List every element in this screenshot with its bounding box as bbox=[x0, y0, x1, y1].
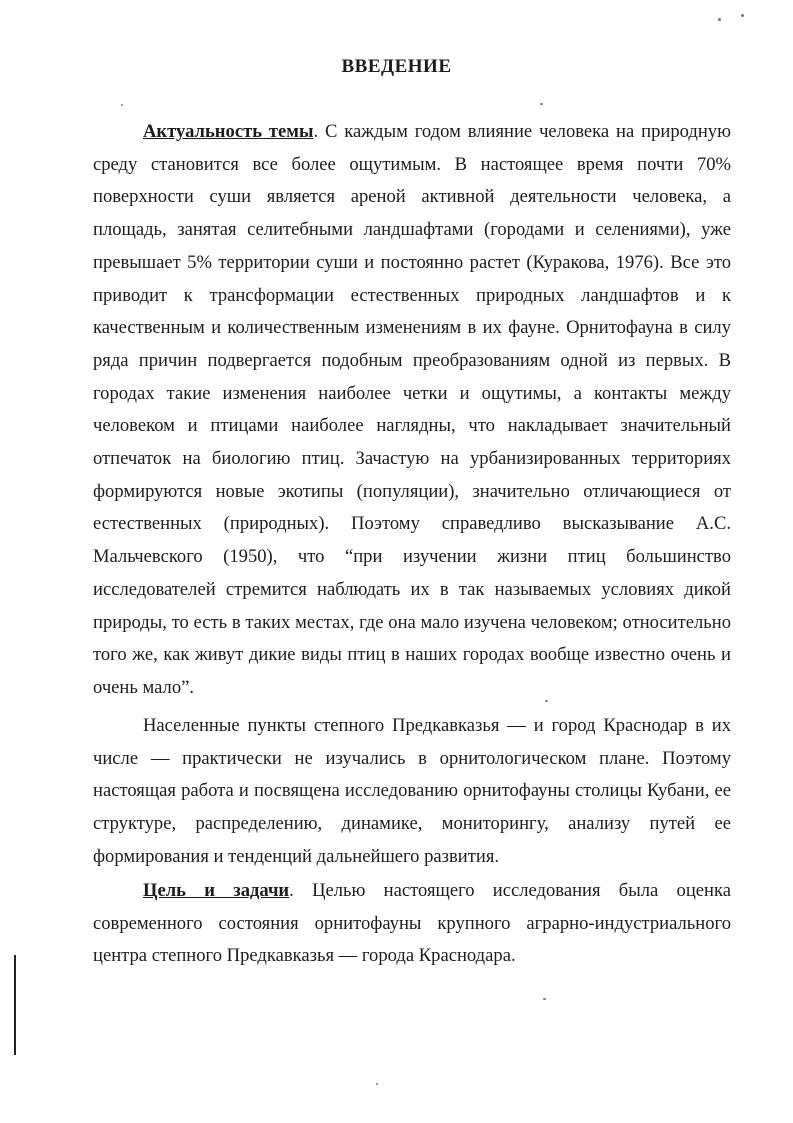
scan-speck bbox=[741, 14, 744, 17]
paragraph-goals bbox=[93, 875, 731, 973]
scan-speck bbox=[376, 1083, 378, 1085]
section-lead-relevance: Актуальность темы bbox=[143, 121, 314, 142]
section-lead-goals: Цель и задачи bbox=[143, 880, 290, 901]
scan-speck bbox=[545, 700, 548, 702]
scan-speck bbox=[121, 104, 123, 106]
paragraph-text: . Целью настоящего исследования была оценка современного состояния орнитофауны крупного аграрно-индустриального центра степного Предкавказья — города Краснодара. bbox=[93, 880, 731, 967]
paragraph-study-area bbox=[93, 710, 731, 874]
scan-margin-line bbox=[14, 955, 16, 1055]
page-title: ВВЕДЕНИЕ bbox=[341, 56, 452, 77]
scan-speck bbox=[718, 18, 721, 21]
paragraph-relevance bbox=[93, 116, 731, 705]
paragraph-text: . С каждым годом влияние человека на природную среду становится все более ощутимым. В настоящее время почти 70% поверхности суши является ареной активной деятельности человека, а площадь, занятая селитебными ландшафтами (городами и селениями), уже превышает 5% территории суши и постоянно растет (Куракова, 1976). Все это приводит к трансформации естественных природных ландшафтов и к качественным и количественным изменениям в их фауне. Орнитофауна в силу ряда причин подвергается подобным преобразованиям одной из первых. В городах такие изменения наиболее четки и ощутимы, а контакты между человеком и птицами наиболее наглядны, что накладывает значительный отпечаток на биологию птиц. Зачастую на урбанизированных территориях формируются новые экотипы (популяции), значительно отличающиеся от естественных (природных). Поэтому справедливо высказывание А.С. Мальчевского (1950), что “при изучении жизни птиц большинство исследователей стремится наблюдать их в так называемых условиях дикой природы, то есть в таких местах, где она мало изучена человеком; относительно того же, как живут дикие виды птиц в наших городах вообще известно очень и очень мало”. bbox=[93, 121, 731, 698]
scan-speck bbox=[543, 998, 546, 1000]
scan-speck bbox=[540, 103, 543, 105]
paragraph-text: Населенные пункты степного Предкавказья — и город Краснодар в их числе — практически не изучались в орнитологическом плане. Поэтому настоящая работа и посвящена исследованию орнитофауны столицы Кубани, ее структуре, распределению, динамике, мониторингу, анализу путей ее формирования и тенденций дальнейшего развития. bbox=[93, 715, 731, 867]
